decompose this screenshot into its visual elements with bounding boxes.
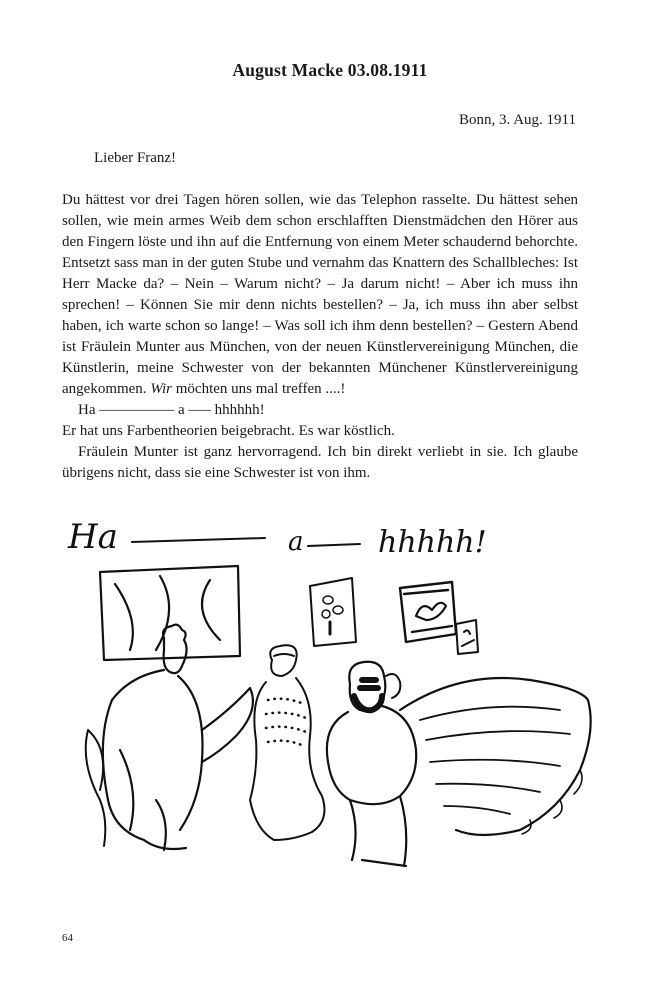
paragraph-telephone xyxy=(62,190,578,400)
ink-sketch-illustration xyxy=(60,500,605,885)
sketch-caption-dash-2 xyxy=(308,544,360,546)
standing-figure xyxy=(163,625,187,673)
flower-blossom xyxy=(323,596,333,604)
bearded-man-hand xyxy=(386,674,400,698)
standing-figure-arm xyxy=(202,688,253,762)
letter-dateline: Bonn, 3. Aug. 1911 xyxy=(459,112,576,128)
paragraph-exclamation: Ha –––––––––– a ––– hhhhhh! xyxy=(78,402,265,418)
page-number: 64 xyxy=(62,932,73,944)
small-portrait xyxy=(456,620,478,654)
seated-woman-head xyxy=(270,645,296,676)
bearded-man-beard xyxy=(354,680,382,710)
emphasis-word: Wir xyxy=(150,381,172,397)
sketch-caption-dash-1 xyxy=(132,538,265,542)
flower-blossom xyxy=(322,610,330,618)
framed-picture xyxy=(400,582,456,642)
paragraph-text: Du hättest vor drei Tagen hören sollen, wie das Telephon rasselte. Du hättest sehen sollen, wie mein armes Weib dem schon erschlafften Dienstmädchen den Hörer aus den Fingern löste und ihn auf die Entfernung von einem Meter schaudernd behorchte. Entsetzt sass man in der guten Stube und vernahm das Knattern des Schallbleches: Ist Herr Macke da? – Nein – Warum nicht? – Ja darum nicht! – Aber ich muss ihn sprechen! – Können Sie mir denn nichts bestellen? – Ja, ich muss ihn aber selbst haben, ich warte schon so lange! – Was soll ich ihm denn bestellen? – Gestern Abend ist Fräulein Munter aus München, von der neuen Künstlervereinigung München, die Künstlerin, meine Schwester von der bekannten Münchener Künstlervereinigung angekommen. xyxy=(62,192,578,397)
sketch-caption-ha: Ha xyxy=(68,517,118,557)
sketch-caption-a: a xyxy=(288,527,304,557)
letter-body xyxy=(62,190,578,484)
sketch-caption-hhhh: hhhhh! xyxy=(378,525,487,560)
wing-feather-tips xyxy=(522,770,582,834)
wall-painting xyxy=(100,566,240,660)
wing-feathers xyxy=(420,707,570,814)
framed-picture-figures xyxy=(416,603,446,620)
paragraph-munter: Fräulein Munter ist ganz hervorragend. Ich bin direkt verliebt in sie. Ich glaube übrigens nicht, dass sie eine Schwester ist von ihm. xyxy=(62,444,578,481)
letter-salutation: Lieber Franz! xyxy=(94,150,177,166)
page-title: August Macke 03.08.1911 xyxy=(232,60,428,80)
flower-blossom xyxy=(333,606,343,614)
seated-woman-dress-dots xyxy=(266,699,306,746)
paragraph-farbentheorien: Er hat uns Farbentheorien beigebracht. Es war köstlich. xyxy=(62,423,395,439)
paragraph-text-end: möchten uns mal treffen ....! xyxy=(172,381,346,397)
bearded-man-body xyxy=(327,706,416,866)
standing-figure-body xyxy=(103,670,203,850)
seated-woman-body xyxy=(250,678,324,840)
